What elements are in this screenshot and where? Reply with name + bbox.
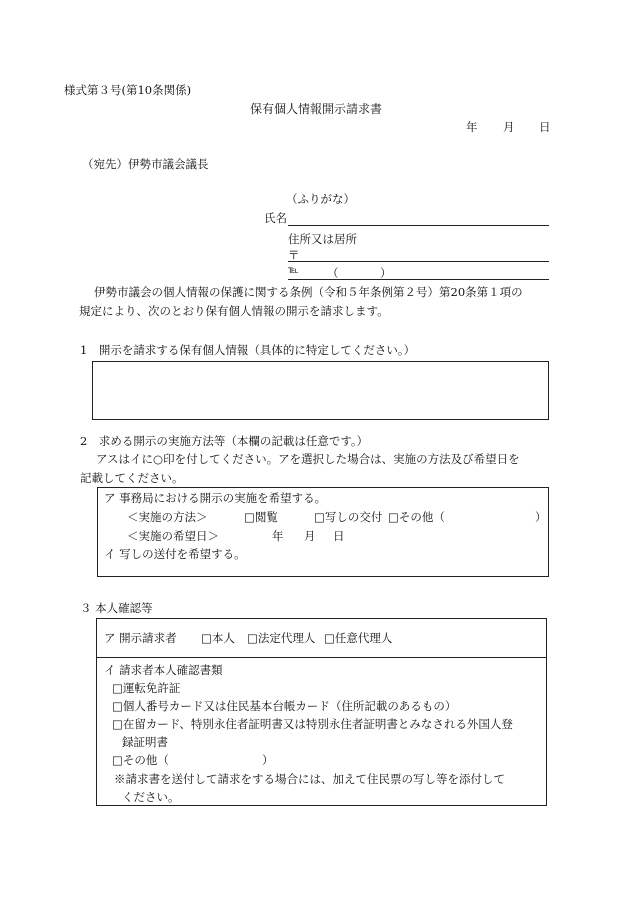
method-label: ＜実施の方法＞ xyxy=(127,510,208,524)
doc-other-checkbox[interactable]: □その他（ xyxy=(112,753,169,767)
tel-icon: ℡ xyxy=(288,265,299,276)
section2-note-line-1: アスはイに○印を付してください。アを選択した場合は、実施の方法及び希望日を xyxy=(96,452,520,466)
desired-date-day: 日 xyxy=(333,529,345,543)
section1-heading: 1 開示を請求する保有個人情報（具体的に特定してください。） xyxy=(80,343,416,357)
id-docs-label: イ 請求者本人確認書類 xyxy=(104,663,223,677)
tel-paren-close: ） xyxy=(380,266,392,280)
section2-heading: 2 求める開示の実施方法等（本欄の記載は任意です。） xyxy=(80,434,369,448)
section1-input-box[interactable] xyxy=(92,361,549,420)
date-year-label: 年 xyxy=(466,120,478,134)
method-copy-checkbox[interactable]: □写しの交付 xyxy=(314,510,383,524)
tel-paren-open: （ xyxy=(327,266,339,280)
section3-heading: ３ 本人確認等 xyxy=(80,601,153,615)
doc-mynumber-card-checkbox[interactable]: □個人番号カード又は住民基本台帳カード（住所記載のあるもの） xyxy=(112,699,457,713)
date-day-label: 日 xyxy=(539,120,551,134)
addressee: （宛先）伊勢市議会議長 xyxy=(82,157,209,171)
doc-residence-card-checkbox[interactable]: □在留カード、特別永住者証明書又は特別永住者証明書とみなされる外国人登 xyxy=(112,717,513,731)
section3-note-line-1: ※請求書を送付して請求をする場合には、加えて住民票の写し等を添付して xyxy=(114,772,505,786)
tel-field[interactable] xyxy=(288,279,549,280)
desired-date-label: ＜実施の希望日＞ xyxy=(127,529,219,543)
method-other-close: ） xyxy=(535,510,547,524)
intro-line-2: 規定により、次のとおり保有個人情報の開示を請求します。 xyxy=(79,304,389,318)
form-number: 様式第３号(第10条関係) xyxy=(64,83,192,97)
requester-label: ア 開示請求者 xyxy=(104,631,177,645)
desired-date-month: 月 xyxy=(304,529,316,543)
method-other-checkbox[interactable]: □その他（ xyxy=(388,510,445,524)
postal-mark: 〒 xyxy=(288,248,300,262)
requester-legal-checkbox[interactable]: □法定代理人 xyxy=(247,631,316,645)
doc-drivers-license-checkbox[interactable]: □運転免許証 xyxy=(112,681,181,695)
doc-residence-card-cont: 録証明書 xyxy=(122,735,168,749)
method-view-checkbox[interactable]: □閲覧 xyxy=(244,510,278,524)
section3-note-line-2: ください。 xyxy=(122,790,180,804)
address-field[interactable] xyxy=(288,261,549,262)
name-label: 氏名 xyxy=(264,211,287,225)
furigana-label: （ふりがな） xyxy=(286,192,355,206)
page-title: 保有個人情報開示請求書 xyxy=(250,102,383,116)
doc-other-close: ） xyxy=(262,753,274,767)
address-label: 住所又は居所 xyxy=(288,232,357,246)
intro-line-1: 伊勢市議会の個人情報の保護に関する条例（令和５年条例第２号）第20条第１項の xyxy=(94,285,523,299)
option-b-label[interactable]: イ 写しの送付を希望する。 xyxy=(104,547,246,561)
name-field[interactable] xyxy=(288,225,549,226)
requester-self-checkbox[interactable]: □本人 xyxy=(201,631,235,645)
section3-row-divider xyxy=(96,657,547,658)
desired-date-year: 年 xyxy=(272,529,284,543)
requester-voluntary-checkbox[interactable]: □任意代理人 xyxy=(324,631,393,645)
option-a-label[interactable]: ア 事務局における開示の実施を希望する。 xyxy=(104,491,327,505)
date-month-label: 月 xyxy=(503,120,515,134)
section2-note-line-2: 記載してください。 xyxy=(80,471,184,485)
